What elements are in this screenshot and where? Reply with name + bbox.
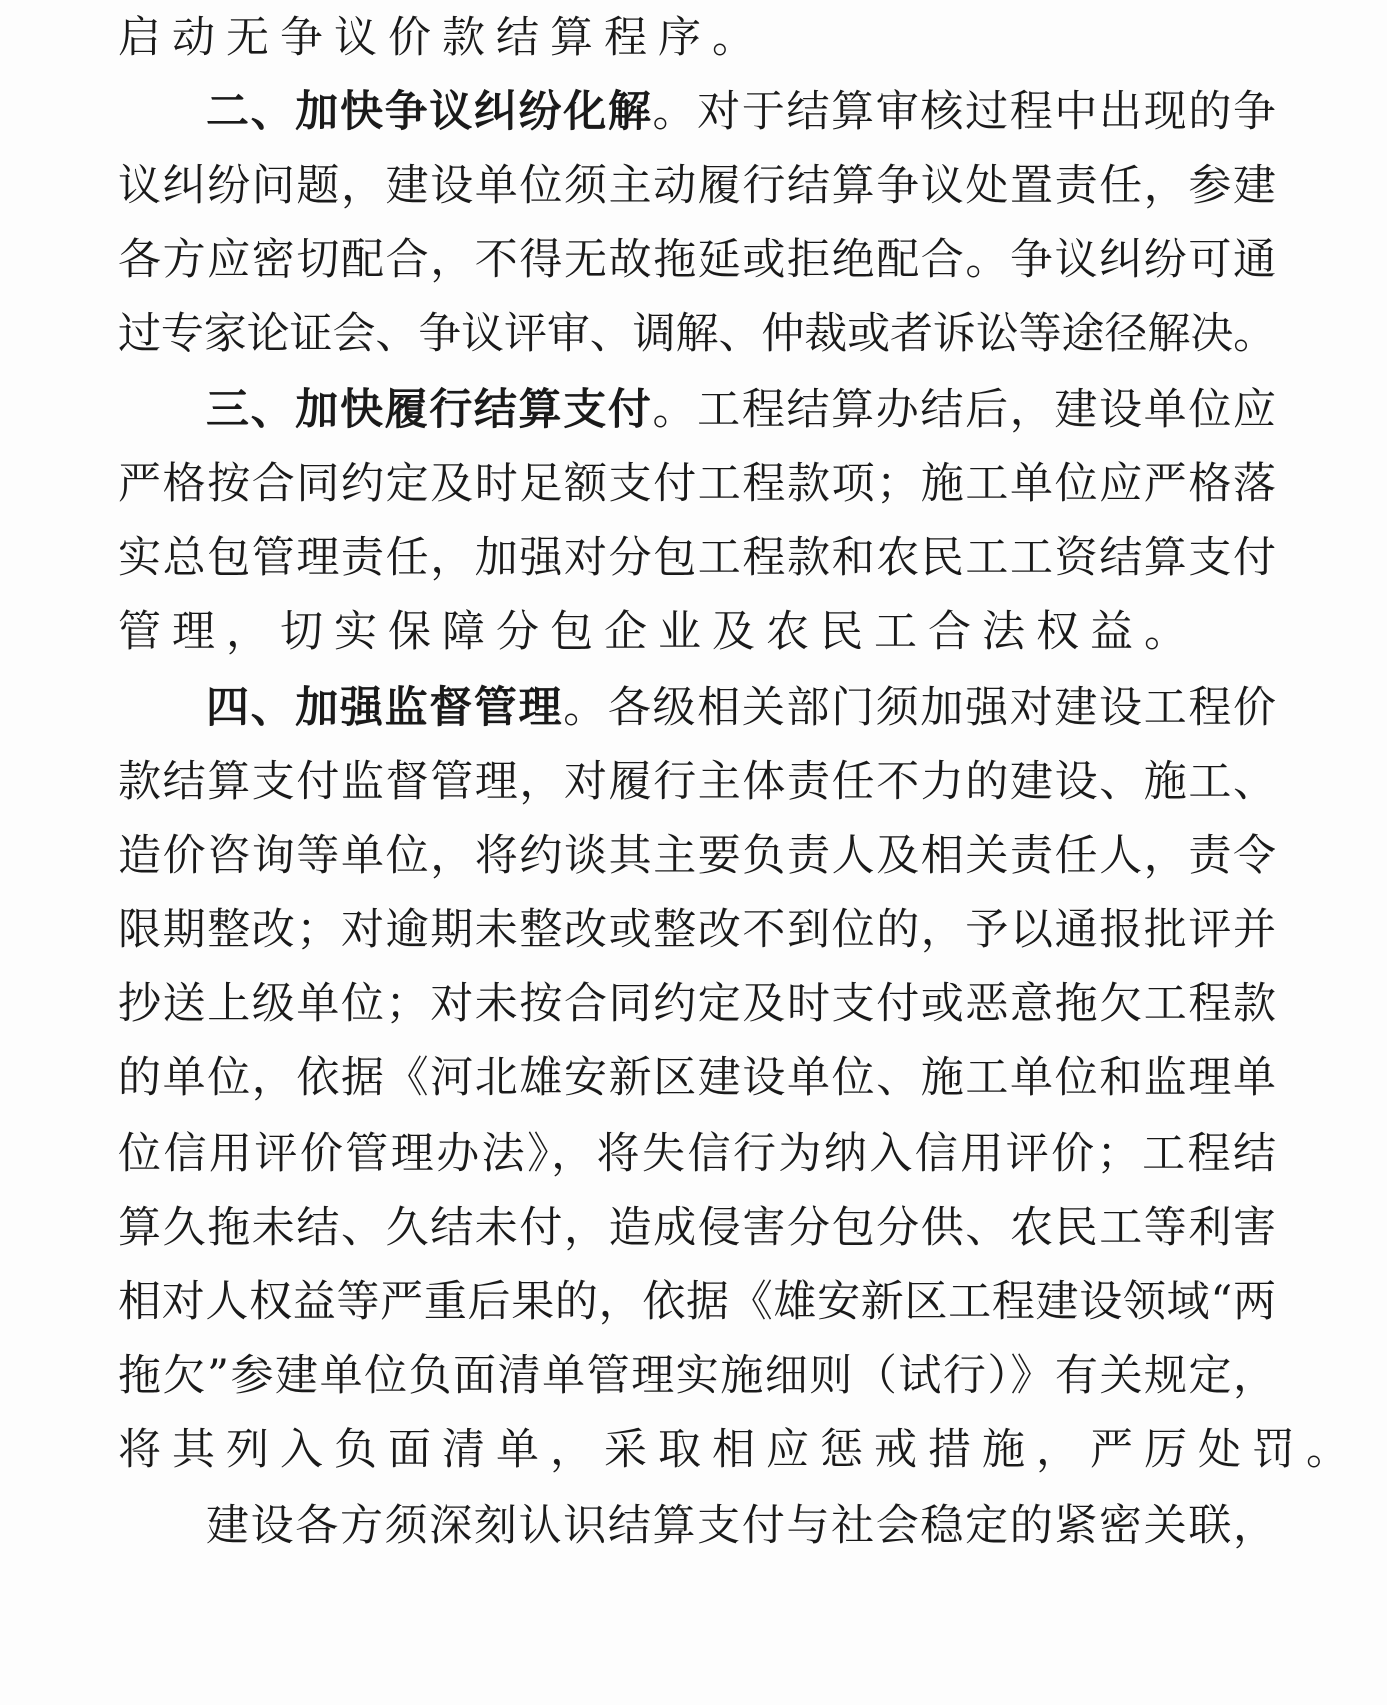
text-line bbox=[118, 900, 1276, 960]
section-2-heading: 二、加快争议纠纷化解 bbox=[206, 87, 653, 137]
text-line bbox=[118, 8, 1276, 68]
line-text: 。各级相关部门须加强对建设工程价 bbox=[563, 683, 1276, 733]
text-line bbox=[118, 156, 1276, 216]
text-line bbox=[118, 230, 1276, 290]
section-3-heading: 三、加快履行结算支付 bbox=[206, 385, 653, 435]
text-line bbox=[118, 1124, 1276, 1184]
line-text: 的单位，依据《河北雄安新区建设单位、施工单位和监理单 bbox=[118, 1053, 1276, 1103]
line-text: 议纠纷问题，建设单位须主动履行结算争议处置责任，参建 bbox=[118, 161, 1276, 211]
text-line bbox=[118, 528, 1276, 588]
line-text: 算久拖未结、久结未付，造成侵害分包分供、农民工等利害 bbox=[118, 1203, 1276, 1253]
line-text: 抄送上级单位；对未按合同约定及时支付或恶意拖欠工程款 bbox=[118, 979, 1276, 1029]
text-line bbox=[118, 1346, 1276, 1406]
line-text: 严格按合同约定及时足额支付工程款项；施工单位应严格落 bbox=[118, 459, 1276, 509]
text-line bbox=[118, 1198, 1276, 1258]
line-text: 拖欠”参建单位负面清单管理实施细则（试行）》有关规定， bbox=[118, 1351, 1276, 1401]
line-text: 造价咨询等单位，将约谈其主要负责人及相关责任人，责令 bbox=[118, 831, 1276, 881]
text-line bbox=[118, 454, 1276, 514]
line-text: 。对于结算审核过程中出现的争 bbox=[652, 87, 1276, 137]
text-line bbox=[118, 1420, 1360, 1480]
text-line bbox=[118, 826, 1276, 886]
text-line bbox=[118, 1272, 1276, 1332]
line-text: 各方应密切配合，不得无故拖延或拒绝配合。争议纠纷可通 bbox=[118, 235, 1276, 285]
text-line bbox=[118, 304, 1276, 364]
section-4-line bbox=[118, 678, 1276, 738]
section-2-line bbox=[118, 82, 1276, 142]
section-4-heading: 四、加强监督管理 bbox=[206, 683, 564, 733]
line-text: 款结算支付监督管理，对履行主体责任不力的建设、施工、 bbox=[118, 757, 1276, 807]
line-text: 管理，切实保障分包企业及农民工合法权益。 bbox=[118, 607, 1198, 657]
section-3-line bbox=[118, 380, 1276, 440]
line-text: 建设各方须深刻认识结算支付与社会稳定的紧密关联， bbox=[206, 1501, 1276, 1551]
line-text: 限期整改；对逾期未整改或整改不到位的，予以通报批评并 bbox=[118, 905, 1276, 955]
line-text: 过专家论证会、争议评审、调解、仲裁或者诉讼等途径解决。 bbox=[118, 309, 1276, 359]
text-line bbox=[118, 1496, 1276, 1556]
line-text: 启动无争议价款结算程序。 bbox=[118, 13, 766, 63]
text-line bbox=[118, 1048, 1276, 1108]
line-text: 位信用评价管理办法》，将失信行为纳入信用评价；工程结 bbox=[118, 1129, 1276, 1179]
text-line bbox=[118, 974, 1276, 1034]
line-text: 实总包管理责任，加强对分包工程款和农民工工资结算支付 bbox=[118, 533, 1276, 583]
line-text: 将其列入负面清单，采取相应惩戒措施，严厉处罚。 bbox=[118, 1425, 1360, 1475]
line-text: 相对人权益等严重后果的，依据《雄安新区工程建设领域“两 bbox=[118, 1277, 1276, 1327]
text-line bbox=[118, 602, 1276, 662]
text-line bbox=[118, 752, 1276, 812]
line-text: 。工程结算办结后，建设单位应 bbox=[652, 385, 1276, 435]
